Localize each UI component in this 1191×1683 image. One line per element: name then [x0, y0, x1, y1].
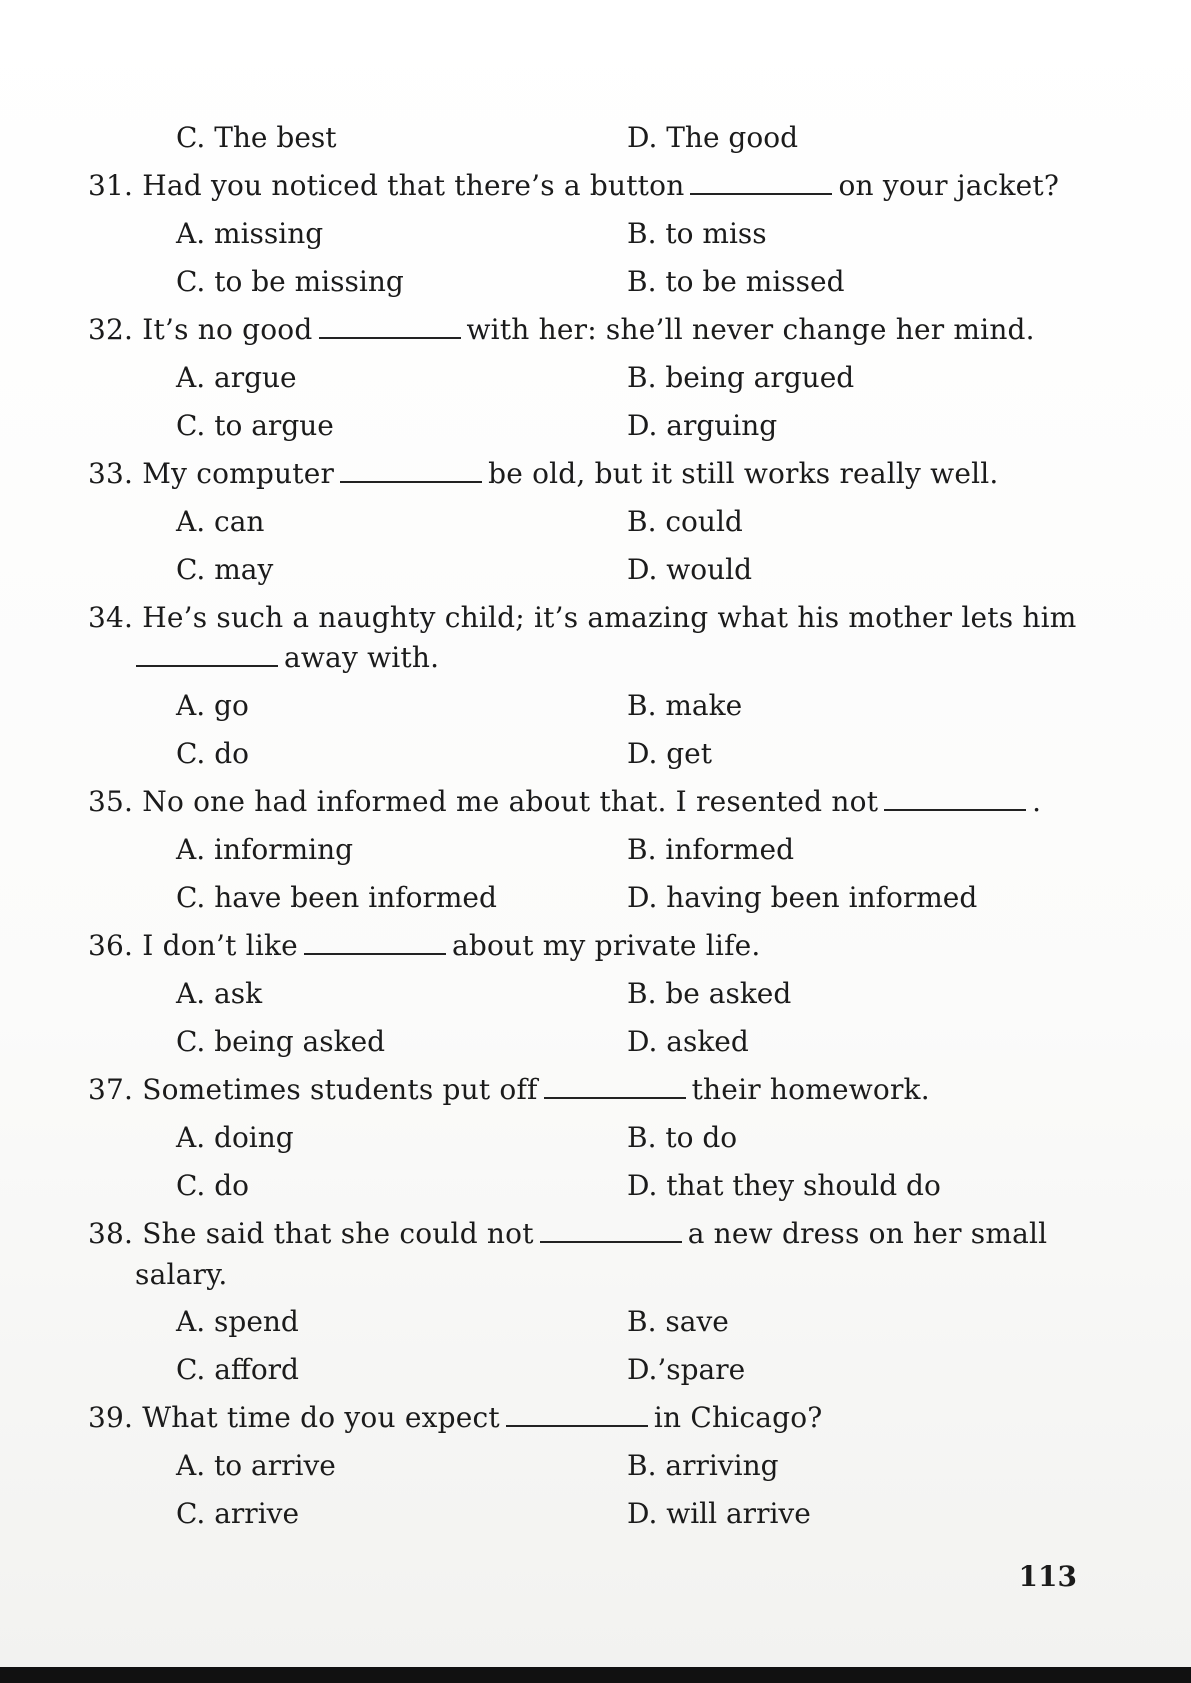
- question-38-continued: salary.: [135, 1258, 228, 1291]
- option-d: D. would: [627, 553, 752, 586]
- option-c: C. arrive: [176, 1497, 300, 1530]
- option-c: C. afford: [176, 1353, 299, 1386]
- option-a: A. informing: [176, 833, 354, 866]
- question-text: What time do you expect: [142, 1401, 500, 1434]
- question-number: 34.: [88, 601, 134, 634]
- question-text: My computer: [142, 457, 335, 490]
- question-text: No one had informed me about that. I resented not: [142, 785, 879, 818]
- question-text: Had you noticed that there’s a button: [142, 169, 685, 202]
- option-c: C. have been informed: [176, 881, 497, 914]
- question-text: on your jacket?: [838, 169, 1060, 202]
- question-number: 33.: [88, 457, 134, 490]
- question-text: away with.: [284, 641, 440, 674]
- option-b: B. to do: [627, 1121, 738, 1154]
- question-number: 36.: [88, 929, 134, 962]
- question-33: [88, 457, 999, 491]
- option-b: B. make: [627, 689, 743, 722]
- question-number: 37.: [88, 1073, 134, 1106]
- option-c: C. may: [176, 553, 274, 586]
- option-b: B. to miss: [627, 217, 767, 250]
- option-c: C. being asked: [176, 1025, 386, 1058]
- option-d: D. asked: [627, 1025, 749, 1058]
- option-c: C. do: [176, 1169, 250, 1202]
- option-b: B. be asked: [627, 977, 792, 1010]
- scan-edge: [0, 1667, 1191, 1683]
- option-d: D. will arrive: [627, 1497, 811, 1530]
- option-a: A. argue: [176, 361, 297, 394]
- question-text: with her: she’ll never change her mind.: [466, 313, 1035, 346]
- option-b: B. informed: [627, 833, 795, 866]
- option-c: C. to argue: [176, 409, 334, 442]
- option-b: B. save: [627, 1305, 729, 1338]
- answer-blank: [340, 459, 482, 483]
- option-a: A. spend: [176, 1305, 299, 1338]
- answer-blank: [884, 787, 1026, 811]
- option-a: A. to arrive: [176, 1449, 336, 1482]
- option-d: D. The good: [627, 121, 798, 154]
- option-d: D. arguing: [627, 409, 778, 442]
- question-38: [88, 1217, 1047, 1251]
- question-36: [88, 929, 761, 963]
- question-number: 39.: [88, 1401, 134, 1434]
- option-c: C. do: [176, 737, 250, 770]
- option-b: B. being argued: [627, 361, 855, 394]
- question-32: [88, 313, 1035, 347]
- option-d: D. having been informed: [627, 881, 978, 914]
- question-number: 35.: [88, 785, 134, 818]
- option-a: A. can: [176, 505, 265, 538]
- option-d: D. get: [627, 737, 712, 770]
- option-a: A. ask: [176, 977, 263, 1010]
- question-text: I don’t like: [142, 929, 298, 962]
- option-a: A. missing: [176, 217, 324, 250]
- option-a: A. doing: [176, 1121, 294, 1154]
- option-d: D.’spare: [627, 1353, 746, 1386]
- option-d: D. that they should do: [627, 1169, 941, 1202]
- question-number: 32.: [88, 313, 134, 346]
- answer-blank: [506, 1403, 648, 1427]
- question-37: [88, 1073, 930, 1107]
- option-b: B. arriving: [627, 1449, 779, 1482]
- question-number: 31.: [88, 169, 134, 202]
- answer-blank: [544, 1075, 686, 1099]
- answer-blank: [304, 931, 446, 955]
- question-text: their homework.: [691, 1073, 930, 1106]
- answer-blank: [540, 1219, 682, 1243]
- question-39: [88, 1401, 823, 1435]
- question-text: in Chicago?: [653, 1401, 823, 1434]
- question-number: 38.: [88, 1217, 134, 1250]
- question-text: Sometimes students put off: [142, 1073, 538, 1106]
- option-b: B. could: [627, 505, 743, 538]
- question-35: [88, 785, 1041, 819]
- question-text: She said that she could not: [142, 1217, 534, 1250]
- question-text: He’s such a naughty child; it’s amazing what his mother lets him: [142, 601, 1077, 634]
- question-text: a new dress on her small: [687, 1217, 1048, 1250]
- question-31: [88, 169, 1059, 203]
- option-d: B. to be missed: [627, 265, 845, 298]
- page-number: 113: [1018, 1560, 1077, 1593]
- question-34: [88, 601, 1077, 635]
- question-text: .: [1032, 785, 1042, 818]
- answer-blank: [319, 315, 461, 339]
- option-c: C. to be missing: [176, 265, 404, 298]
- question-text: be old, but it still works really well.: [488, 457, 999, 490]
- option-c: C. The best: [176, 121, 337, 154]
- answer-blank: [136, 643, 278, 667]
- question-text: It’s no good: [142, 313, 313, 346]
- answer-blank: [690, 171, 832, 195]
- option-a: A. go: [176, 689, 249, 722]
- question-text: about my private life.: [451, 929, 761, 962]
- question-34-continued: [128, 641, 439, 675]
